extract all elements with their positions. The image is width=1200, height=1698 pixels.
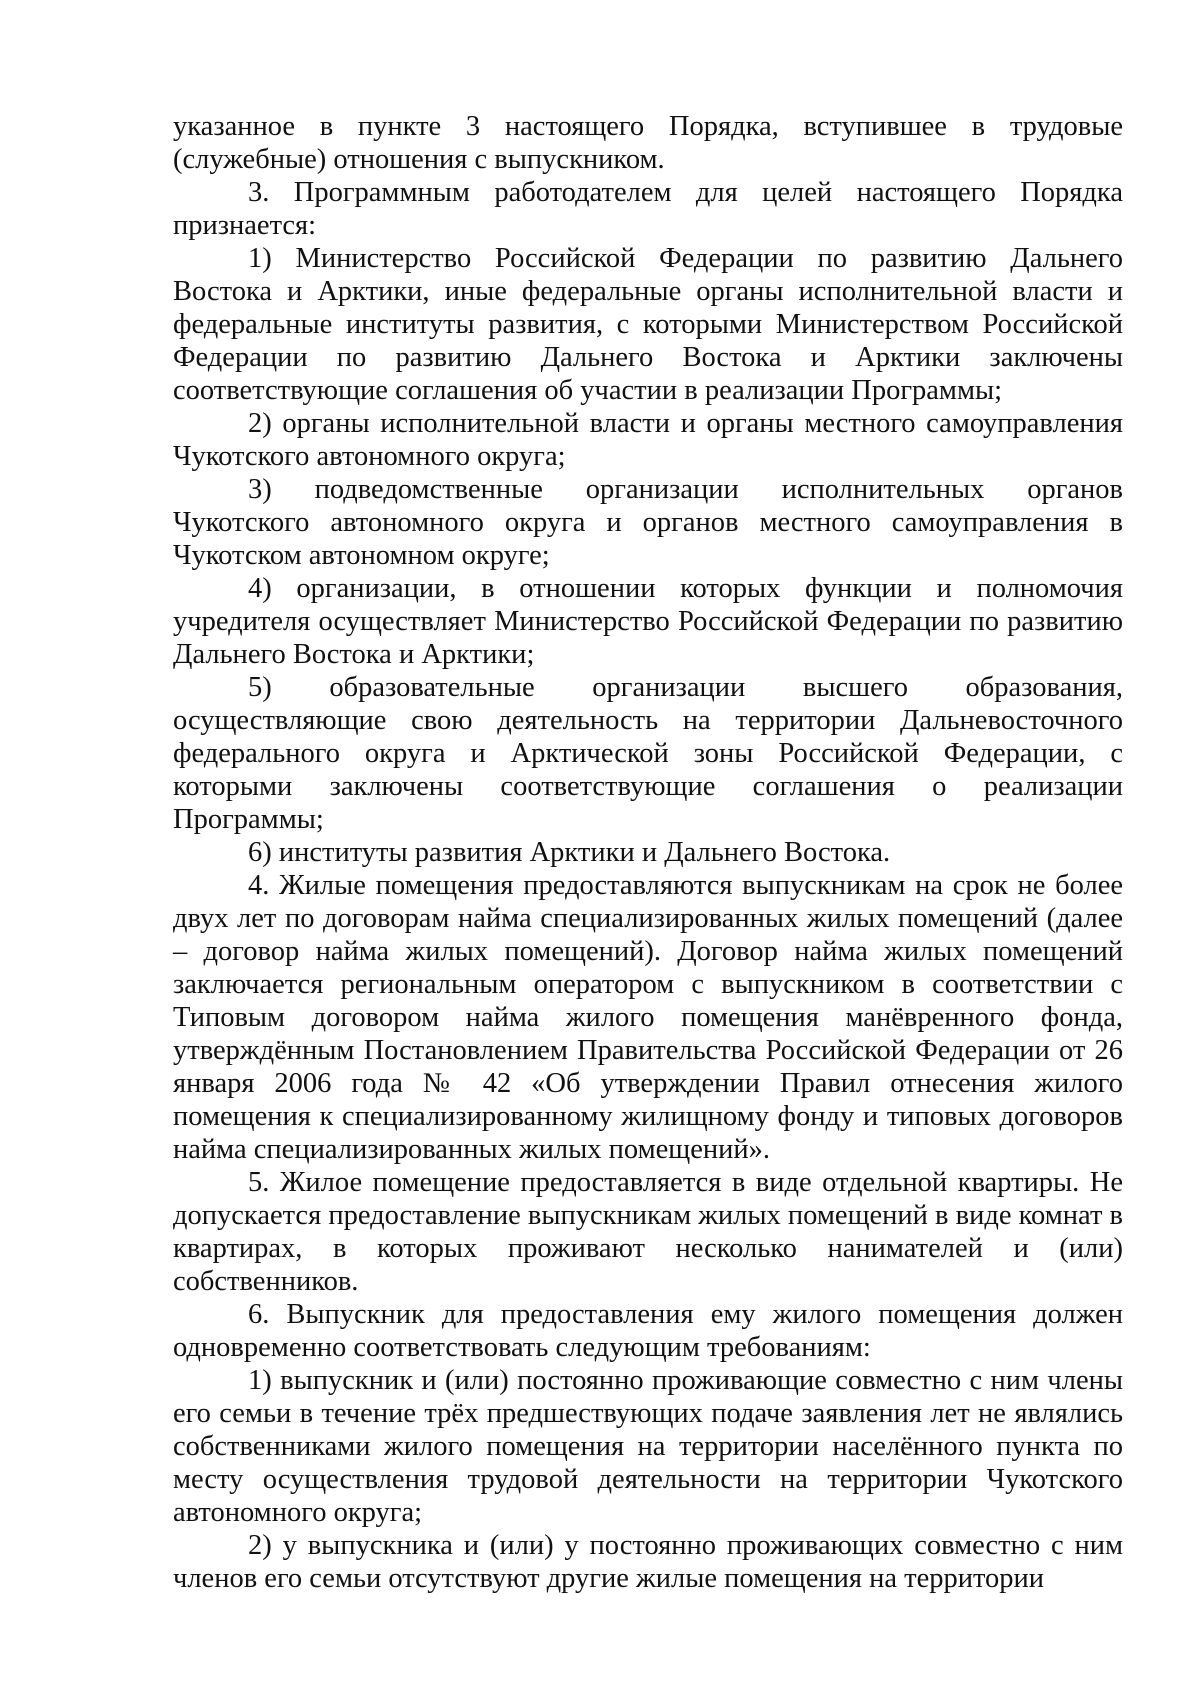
paragraph-8: 6) институты развития Арктики и Дальнего Востока. <box>248 837 891 868</box>
paragraph-13: 2) у выпускника и (или) у постоянно проживающих совместно с ним членов его семьи отсутствуют другие жилые помещения на территории <box>173 1530 1123 1594</box>
paragraph-10: 5. Жилое помещение предоставляется в виде отдельной квартиры. Не допускается предоставление выпускникам жилых помещений в виде комнат в квартирах, в которых проживают несколько нанимателей и (или) собственников. <box>173 1167 1123 1297</box>
paragraph-7: 5) образовательные организации высшего образования, осуществляющие свою деятельность на территории Дальневосточного федерального округа и Арктической зоны Российской Федерации, с которыми заключены соответствующие соглашения о реализации Программы; <box>173 672 1123 835</box>
document-page <box>173 110 1123 1595</box>
paragraph-1: указанное в пункте 3 настоящего Порядка, вступившее в трудовые (служебные) отношения с выпускником. <box>173 111 1123 175</box>
paragraph-2: 3. Программным работодателем для целей настоящего Порядка признается: <box>173 177 1123 241</box>
paragraph-9: 4. Жилые помещения предоставляются выпускникам на срок не более двух лет по договорам найма специализированных жилых помещений (далее – договор найма жилых помещений). Договор найма жилых помещений заключается региональным оператором с выпускником в соответствии с Типовым договором найма жилого помещения манёвренного фонда, утверждённым Постановлением Правительства Российской Федерации от 26 января 2006 года № 42 «Об утверждении Правил отнесения жилого помещения к специализированному жилищному фонду и типовых договоров найма специализированных жилых помещений». <box>173 870 1123 1165</box>
paragraph-5: 3) подведомственные организации исполнительных органов Чукотского автономного округа и органов местного самоуправления в Чукотском автономном округе; <box>173 474 1123 571</box>
paragraph-3: 1) Министерство Российской Федерации по развитию Дальнего Востока и Арктики, иные федеральные органы исполнительной власти и федеральные институты развития, с которыми Министерством Российской Федерации по развитию Дальнего Востока и Арктики заключены соответствующие соглашения об участии в реализации Программы; <box>173 243 1123 406</box>
paragraph-11: 6. Выпускник для предоставления ему жилого помещения должен одновременно соответствовать следующим требованиям: <box>173 1299 1123 1363</box>
paragraph-6: 4) организации, в отношении которых функции и полномочия учредителя осуществляет Министерство Российской Федерации по развитию Дальнего Востока и Арктики; <box>173 573 1123 670</box>
paragraph-4: 2) органы исполнительной власти и органы местного самоуправления Чукотского автономного округа; <box>173 408 1123 472</box>
paragraph-12: 1) выпускник и (или) постоянно проживающие совместно с ним члены его семьи в течение трёх предшествующих подаче заявления лет не являлись собственниками жилого помещения на территории населённого пункта по месту осуществления трудовой деятельности на территории Чукотского автономного округа; <box>173 1365 1123 1528</box>
